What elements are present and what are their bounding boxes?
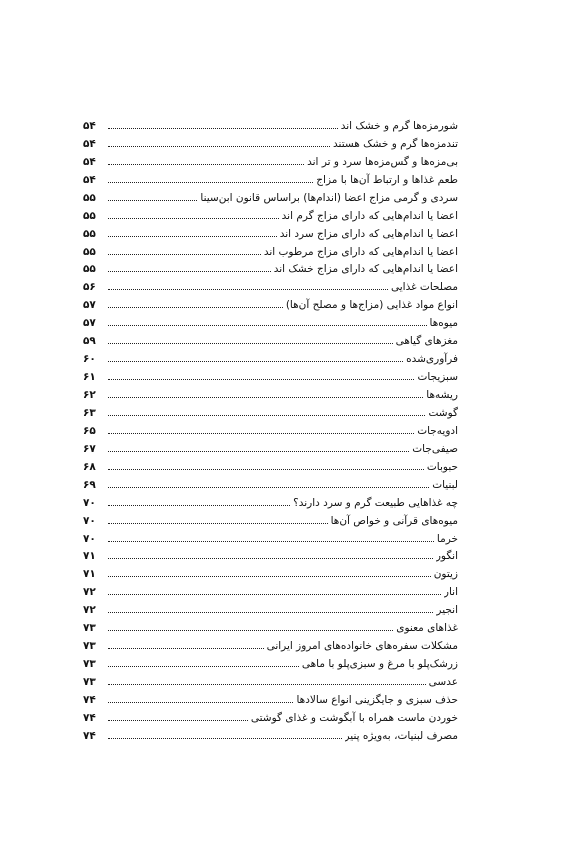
toc-entry — [83, 366, 458, 384]
toc-entry-page-number: ۵۵ — [83, 245, 96, 258]
toc-entry-page-number: ۶۸ — [83, 460, 96, 473]
toc-dot-leader — [108, 343, 393, 344]
toc-entry — [83, 151, 458, 169]
toc-entry-title: گوشت — [428, 406, 458, 419]
toc-dot-leader — [108, 271, 271, 272]
toc-entry — [83, 348, 458, 366]
toc-entry-title: شورمزه‌ها گرم و خشک اند — [340, 119, 458, 132]
toc-entry-page-number: ۵۷ — [83, 317, 96, 330]
toc-dot-leader — [108, 325, 427, 326]
toc-entry-page-number: ۶۵ — [83, 424, 96, 437]
toc-entry — [83, 187, 458, 205]
toc-dot-leader — [108, 702, 293, 703]
toc-entry-title: بی‌مزه‌ها و گس‌مزه‌ها سرد و تر اند — [307, 155, 458, 168]
toc-entry — [83, 133, 458, 151]
toc-entry-page-number: ۷۰ — [83, 496, 96, 509]
toc-entry — [83, 492, 458, 510]
toc-dot-leader — [108, 307, 283, 308]
toc-entry-title: سبزیجات — [417, 371, 458, 384]
toc-entry — [83, 402, 458, 420]
toc-entry-page-number: ۵۵ — [83, 191, 96, 204]
toc-entry-title: سردی و گرمی مزاج اعضا (اندام‌ها) براساس قانون ابن‌سینا — [200, 191, 458, 204]
toc-dot-leader — [108, 379, 414, 380]
toc-entry-page-number: ۷۳ — [83, 658, 96, 671]
toc-entry-title: طعم غذاها و ارتباط آن‌ها با مزاج — [316, 173, 458, 186]
toc-entry-page-number: ۶۰ — [83, 353, 96, 366]
toc-dot-leader — [108, 182, 313, 183]
toc-entry — [83, 223, 458, 241]
toc-entry-title: خرما — [436, 532, 458, 545]
toc-entry — [83, 169, 458, 187]
toc-dot-leader — [108, 433, 414, 434]
toc-entry-title: میوه‌های قرآنی و خواص آن‌ها — [330, 514, 458, 527]
toc-entry-title: زیتون — [433, 568, 458, 581]
toc-entry-page-number: ۵۵ — [83, 227, 96, 240]
toc-entry — [83, 635, 458, 653]
toc-entry-title: غذاهای معنوی — [396, 622, 458, 635]
toc-entry — [83, 617, 458, 635]
toc-entry-title: اعضا یا اندام‌هایی که دارای مزاج گرم اند — [281, 209, 458, 222]
toc-dot-leader — [108, 594, 441, 595]
toc-dot-leader — [108, 469, 424, 470]
toc-entry-page-number: ۷۲ — [83, 586, 96, 599]
toc-entry-title: انگور — [435, 550, 458, 563]
toc-dot-leader — [108, 630, 393, 631]
toc-entry-page-number: ۵۴ — [83, 173, 96, 186]
toc-dot-leader — [108, 505, 290, 506]
toc-dot-leader — [108, 541, 434, 542]
toc-entry-title: اعضا یا اندام‌هایی که دارای مزاج خشک اند — [273, 263, 458, 276]
toc-entry-page-number: ۵۵ — [83, 209, 96, 222]
toc-dot-leader — [108, 254, 261, 255]
toc-dot-leader — [108, 738, 342, 739]
toc-entry-page-number: ۶۳ — [83, 406, 96, 419]
toc-dot-leader — [108, 523, 328, 524]
toc-dot-leader — [108, 451, 409, 452]
toc-entry-page-number: ۷۳ — [83, 676, 96, 688]
toc-dot-leader — [108, 666, 299, 667]
toc-entry — [83, 581, 458, 599]
toc-dot-leader — [108, 558, 433, 559]
toc-entry-page-number: ۷۱ — [83, 568, 96, 581]
toc-entry-page-number: ۷۴ — [83, 711, 96, 724]
toc-entry-page-number: ۷۱ — [83, 550, 96, 563]
toc-dot-leader — [108, 397, 423, 398]
toc-entry-title: خوردن ماست همراه با آبگوشت و غذای گوشتی — [250, 711, 458, 724]
toc-entry-page-number: ۵۹ — [83, 335, 96, 348]
toc-entry — [83, 259, 458, 277]
toc-dot-leader — [108, 576, 431, 577]
toc-entry — [83, 456, 458, 474]
toc-entry — [83, 653, 458, 671]
toc-entry — [83, 241, 458, 259]
toc-entry-page-number: ۵۷ — [83, 299, 96, 312]
toc-entry-title: انواع مواد غذایی (مزاج‌ها و مصلح آن‌ها) — [285, 299, 458, 312]
toc-entry-page-number: ۵۴ — [83, 155, 96, 168]
toc-dot-leader — [108, 218, 279, 219]
toc-entry-title: مشکلات سفره‌های خانواده‌های امروز ایرانی — [266, 640, 458, 653]
toc-entry — [83, 707, 458, 725]
toc-dot-leader — [108, 361, 403, 362]
toc-dot-leader — [108, 648, 264, 649]
toc-entry — [83, 510, 458, 528]
toc-entry-page-number: ۷۲ — [83, 604, 96, 617]
toc-entry — [83, 276, 458, 294]
toc-entry-title: اعضا یا اندام‌هایی که دارای مزاج سرد اند — [279, 227, 458, 240]
toc-entry — [83, 420, 458, 438]
toc-entry-title: ریشه‌ها — [426, 389, 458, 401]
toc-entry-page-number: ۷۰ — [83, 532, 96, 545]
toc-entry-title: حبوبات — [426, 460, 458, 473]
toc-dot-leader — [108, 612, 433, 613]
table-of-contents — [83, 115, 458, 743]
toc-entry-title: تندمزه‌ها گرم و خشک هستند — [333, 137, 458, 150]
toc-entry-page-number: ۵۵ — [83, 263, 96, 276]
toc-entry — [83, 438, 458, 456]
toc-entry-page-number: ۷۰ — [83, 514, 96, 527]
toc-entry — [83, 671, 458, 689]
toc-entry-title: انجیر — [436, 604, 458, 617]
toc-dot-leader — [108, 487, 429, 488]
toc-entry-title: مغزهای گیاهی — [395, 335, 458, 348]
toc-entry-title: ادویه‌جات — [417, 424, 458, 437]
toc-entry-title: لبنیات — [432, 478, 458, 491]
toc-entry — [83, 384, 458, 402]
toc-dot-leader — [108, 164, 304, 165]
toc-entry-page-number: ۷۴ — [83, 693, 96, 706]
toc-entry — [83, 725, 458, 743]
toc-entry-title: صیفی‌جات — [412, 442, 458, 455]
toc-dot-leader — [108, 128, 338, 129]
toc-entry-title: چه غذاهایی طبیعت گرم و سرد دارند؟ — [293, 496, 458, 509]
toc-entry-title: انار — [443, 586, 458, 599]
toc-entry-page-number: ۵۶ — [83, 281, 96, 294]
toc-entry-page-number: ۷۳ — [83, 640, 96, 653]
toc-entry — [83, 115, 458, 133]
toc-dot-leader — [108, 289, 388, 290]
toc-entry-title: حذف سبزی و جایگزینی انواع سالادها — [296, 693, 458, 706]
toc-dot-leader — [108, 415, 425, 416]
toc-entry-page-number: ۶۲ — [83, 389, 96, 401]
toc-entry-title: فرآوری‌شده — [406, 353, 458, 366]
toc-entry-page-number: ۷۳ — [83, 622, 96, 635]
toc-entry-page-number: ۶۹ — [83, 478, 96, 491]
toc-dot-leader — [108, 684, 426, 685]
toc-entry — [83, 546, 458, 564]
toc-dot-leader — [108, 236, 277, 237]
toc-entry-page-number: ۵۴ — [83, 119, 96, 132]
toc-entry-title: زرشک‌پلو با مرغ و سبزی‌پلو با ماهی — [301, 658, 458, 671]
toc-entry — [83, 312, 458, 330]
toc-dot-leader — [108, 720, 248, 721]
toc-entry — [83, 294, 458, 312]
toc-entry-page-number: ۶۷ — [83, 442, 96, 455]
toc-entry-title: عدسی — [428, 676, 458, 688]
toc-entry — [83, 330, 458, 348]
toc-entry-title: مصلحات غذایی — [391, 281, 458, 294]
toc-entry — [83, 599, 458, 617]
toc-dot-leader — [108, 146, 330, 147]
toc-entry-page-number: ۶۱ — [83, 371, 96, 384]
toc-entry — [83, 528, 458, 546]
toc-entry-page-number: ۷۴ — [83, 729, 96, 742]
toc-entry — [83, 474, 458, 492]
toc-dot-leader — [108, 200, 197, 201]
toc-entry — [83, 563, 458, 581]
toc-entry-title: اعضا یا اندام‌هایی که دارای مزاج مرطوب اند — [263, 245, 458, 258]
toc-entry-page-number: ۵۴ — [83, 137, 96, 150]
toc-entry — [83, 205, 458, 223]
toc-entry-title: میوه‌ها — [429, 317, 458, 330]
toc-entry-title: مصرف لبنیات، به‌ویژه پنیر — [344, 729, 458, 742]
toc-entry — [83, 689, 458, 707]
